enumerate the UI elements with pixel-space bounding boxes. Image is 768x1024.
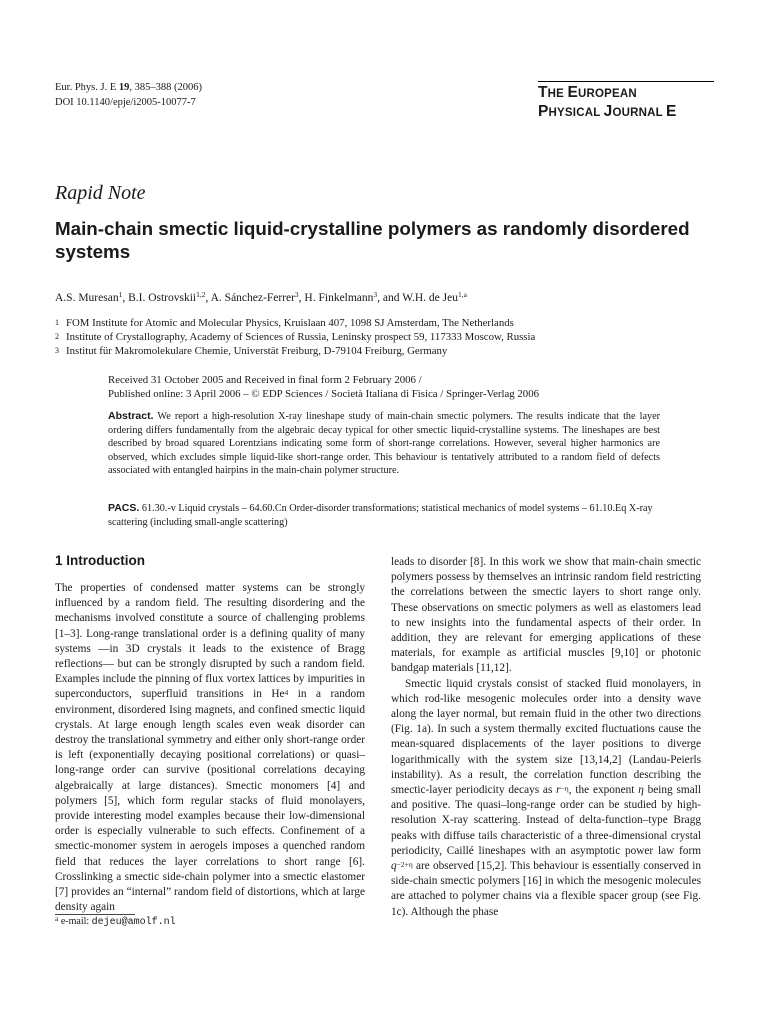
citation-line-1: Eur. Phys. J. E 19, 385–388 (2006) [55, 82, 203, 93]
citation-volume: 19 [118, 82, 130, 93]
affiliation-item: 1 FOM Institute for Atomic and Molecular Physics, Kruislaan 407, 1098 SJ Amsterdam, The Netherlands [55, 317, 514, 329]
abstract [108, 410, 660, 478]
citation-block [55, 80, 202, 110]
citation-doi: DOI 10.1140/epje/i2005-10077-7 [55, 97, 196, 108]
paragraph: The properties of condensed matter systems can be strongly influenced by a random field. The resulting disordering and the mechanisms involved constitute a source of challenging problems [1–3]. Long-range translational order is a defining quality of many systems —in 3D crystals it leads to the existence of Bragg reflections— but can be strongly disrupted by such a random field. Examples include the pinning of flux vortex lattices by impurities in superconductors, superfluid transitions in He$^4$ in a random environment, disordered Ising magnets, and confined smectic liquid crystals. At large enough length scales even weak disorder can destroy the translational symmetry and either only short-range order is left (exponentially decaying positional correlations) or quasi–long-range order can survive (positional correlations decaying algebraically at large distances). Smectic monomers [4] and polymers [5], which form regular stacks of fluid monolayers, provide interesting model examples because their low-dimensional order is especially vulnerable to such effects. Confinement of a smectic-monomer system in aerogels imposes a quenched random field that reduces the layer correlations to short range [6]. Crosslinking a smectic side-chain polymer into a smectic elastomer [7] provides an “internal” random field of distortions, which at large density again [55, 582, 365, 914]
pacs-text: 61.30.-v Liquid crystals – 64.60.Cn Order-disorder transformations; statistical mechanics of model systems – 61.10.Eq X-ray scattering (including small-angle scattering) [108, 503, 653, 528]
section-heading: 1 Introduction [55, 553, 145, 568]
journal-name [538, 81, 714, 122]
author: A. Sánchez-Ferrer [210, 292, 295, 304]
paragraph: Smectic liquid crystals consist of stacked fluid monolayers, in which rod-like mesogenic molecules order into a density wave along the layer normal, but remain fluid in the other two directions (Fig. 1a). In such a system thermally excited fluctuations cause the mean-squared displacements of the layer positions to diverge logarithmically with the system size [13,14,2] (Landau-Peierls instability). As a result, the correlation function describing the smectic-layer periodicity decays as $r^{-\eta}$, the exponent η being small and positive. The quasi–long-range order can be studied by high-resolution X-ray scattering. Instead of delta-function–type Bragg peaks with diffuse tails characteristic of a three-dimensional crystal periodicity, Caillé lineshapes with an asymptotic power law form $q^{-2+\eta}$ are observed [15,2]. This behaviour is essentially conserved in side-chain smectic polymers [16] in which the mesogenic molecules are attached to polymer chains via a flexible spacer group (see Fig. 1c). Although the phase [391, 677, 701, 918]
footnote-rule [55, 914, 135, 915]
received-date: Received 31 October 2005 and Received in final form 2 February 2006 / [108, 374, 422, 386]
paragraph: leads to disorder [8]. In this work we show that main-chain smectic polymers possess by themselves an intrinsic random field restricting the correlations between the smectic layers to short range only. These observations on smectic polymers as well as elastomers lead to new insights into the fundamental aspects of their order. In addition, they are relevant for emerging applications of these materials, for example as artificial muscles [9,10] or photonic bandgap materials [11,12]. [391, 556, 701, 675]
abstract-text: We report a high-resolution X-ray lineshape study of main-chain smectic polymers. The results indicate that the layer ordering differs fundamentally from the algebraic decay typical for other smectic liquid-crystalline systems. The lineshapes are best described by broad squared Lorentzians indicating some form of short-range correlations. However, several higher harmonics are observed, which excludes simple liquid-like short-range order. This behaviour is tentatively attributed to a random field of defects associated with entangled hairpins in the main-chain polymer structure. [108, 411, 660, 477]
affiliation-item: 2 Institute of Crystallography, Academy of Sciences of Russia, Leninsky prospect 59, 117333 Moscow, Russia [55, 331, 536, 343]
author: H. Finkelmann [304, 292, 374, 304]
published-date: Published online: 3 April 2006 – © EDP Sciences / Società Italiana di Fisica / Springer-Verlag 2006 [108, 388, 539, 400]
affiliations [55, 316, 535, 358]
column-right [391, 555, 701, 920]
pacs-label: PACS. [108, 502, 140, 514]
author: B.I. Ostrovskii [128, 292, 197, 304]
author-list: A.S. Muresan$^1$, B.I. Ostrovskii$^{1,2}$, A. Sánchez-Ferrer$^3$, H. Finkelmann$^3$, and W.H. de Jeu$^{1,a}$ [55, 290, 467, 304]
article-type: Rapid Note [55, 182, 146, 204]
abstract-label: Abstract. [108, 410, 154, 422]
author: W.H. de Jeu [402, 292, 458, 304]
pacs [108, 502, 660, 529]
journal-line-2: PHYSICAL JOURNAL E [538, 103, 677, 120]
footnote: $^a$ e-mail: dejeu@amolf.nl [55, 914, 176, 928]
dates-block [108, 373, 539, 401]
article-title: Main-chain smectic liquid-crystalline polymers as randomly disordered systems [55, 218, 690, 262]
journal-line-1: THE EUROPEAN [538, 84, 637, 101]
column-left [55, 553, 365, 915]
author: A.S. Muresan [55, 292, 119, 304]
email-link[interactable]: dejeu@amolf.nl [91, 917, 176, 928]
affiliation-item: 3 Institut für Makromolekulare Chemie, Universtät Freiburg, D-79104 Freiburg, Germany [55, 345, 448, 357]
